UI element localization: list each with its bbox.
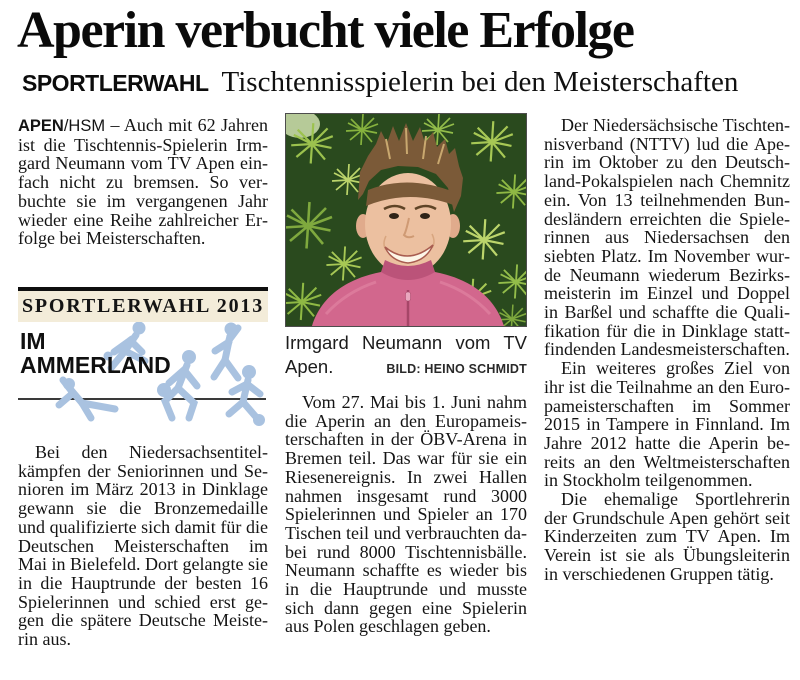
gymnast-silhouette <box>59 378 115 418</box>
infobox-banner <box>18 291 268 322</box>
column-2 <box>285 112 527 680</box>
column-1 <box>18 112 268 680</box>
infobox-region-line2: AMMERLAND <box>20 351 171 378</box>
subheadline: Tischtennisspielerin bei den Meisterschaften <box>221 66 739 98</box>
photo-caption <box>285 331 527 381</box>
dateline-byline: /HSM <box>63 117 106 135</box>
sportlerwahl-infobox <box>18 287 268 432</box>
article-paragraph: Vom 27. Mai bis 1. Juni nahm die Aperin an den Europameisterschaften in der ÖBV-Arena in Bremen teil. Das war für sie ein Riesenereignis. In zwei Hallen nahmen insgesamt rund 3000 Spielerinnen und Spieler an 170 Tischen teil und verbrauchten dabei rund 8000 Tischtennisbälle. Neumann schaffte es wieder bis in die Hauptrunde und musste sich dann gegen eine Spielerin aus Polen geschlagen geben. <box>285 392 527 637</box>
dateline-separator: – <box>105 115 124 135</box>
dateline-location: APEN <box>18 117 64 135</box>
lead-paragraph <box>18 116 268 248</box>
portrait-photo <box>285 113 527 327</box>
infobox-banner-title: SPORTLERWAHL 2013 <box>21 294 265 317</box>
headline: Aperin verbucht viele Erfolge <box>17 2 634 59</box>
lead-text: Auch mit 62 Jahren ist die Tischtennis-Spielerin Irmgard Neumann vom TV Apen einfach nicht zu bremsen. So verbuchte sie im vergangenen Jahr wieder eine Reihe zahlreicher Erfolge bei Meisterschaften. <box>18 115 268 249</box>
column-3 <box>544 112 790 680</box>
article-paragraph: Ein weiteres großes Ziel von ihr ist die Teilnahme an den Europameisterschaften im Sommer 2015 in Tampere in Finnland. Im Jahre 2012 hatte die Aperin bereits an den Weltmeisterschaften in Stockholm teilgenommen. <box>544 358 790 491</box>
kicker-label: SPORTLERWAHL <box>22 70 209 96</box>
caption-line2: Apen. <box>285 356 334 377</box>
article-paragraph: Der Niedersächsische Tischtennisverband (NTTV) lud die Aperin im Oktober zu den Deutschland-Pokalspielen nach Chemnitz ein. Von 13 teilnehmenden Bundesländern erreichten die Spielerinnen aus Niedersachsen den siebten Platz. Im November wurde Neumann wiederum Bezirksmeisterin im Einzel und Doppel in Barßel und schaffte die Qualifikation für die in Dinklage stattfindenden Landesmeisterschaften. <box>544 115 790 360</box>
caption-line1: Irmgard Neumann vom TV <box>285 332 527 353</box>
infobox-region-line1: IM <box>20 328 46 354</box>
article-paragraph: Bei den Niedersachsentitelkämpfen der Seniorinnen und Senioren im März 2013 in Dinklage gewann sie die Bronzemedaille und qualifizierte sich damit für die Deutschen Meisterschaften im Mai in Bielefeld. Dort gelangte sie in die Hauptrunde der besten 16 Spielerinnen und schied erst gegen die spätere Deutsche Meisterin aus. <box>18 442 268 650</box>
kicker-row <box>22 66 792 99</box>
article-paragraph: Die ehemalige Sportlehrerin der Grundschule Apen gehört seit Kinderzeiten zum TV Apen. Im Verein ist sie als Übungsleiterin in verschiedenen Gruppen tätig. <box>544 489 790 584</box>
bowler-silhouette <box>214 323 238 379</box>
infobox-region-label <box>20 330 171 377</box>
photo-credit: BILD: HEINO SCHMIDT <box>386 362 527 376</box>
